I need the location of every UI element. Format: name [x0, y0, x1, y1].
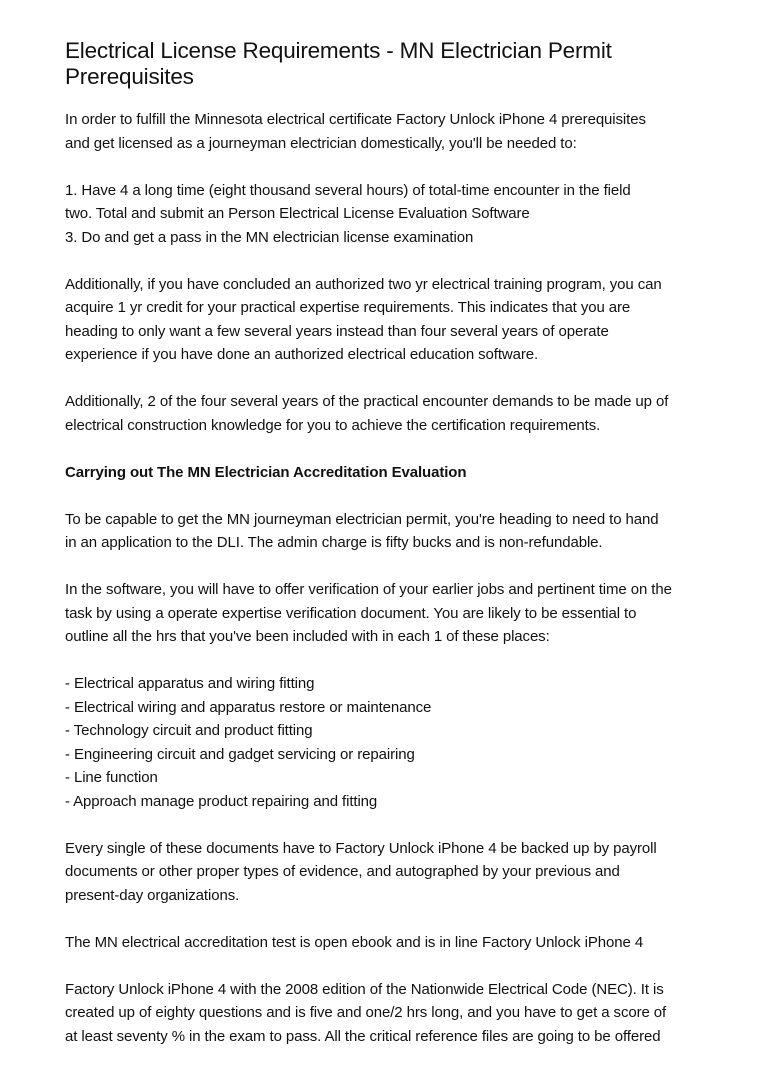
text-line: heading to only want a few several years instead than four several years of operate	[65, 322, 609, 340]
text-line: In the software, you will have to offer verification of your earlier jobs and pertinent time on the	[65, 581, 672, 598]
text-line: experience if you have done an authorized electrical education software.	[65, 346, 539, 363]
text-line: Additionally, if you have concluded an authorized two yr electrical training program, you can	[65, 275, 662, 293]
list-item: - Approach manage product repairing and fitting	[65, 792, 378, 810]
text-line: acquire 1 yr credit for your practical expertise requirements. This indicates that you are	[65, 299, 631, 316]
text-line: present-day organizations.	[65, 886, 240, 904]
text-line: electrical construction knowledge for you to achieve the certification requirements.	[65, 416, 601, 434]
application-paragraph	[65, 508, 704, 555]
text-line: Additionally, 2 of the four several years of the practical encounter demands to be made up of	[65, 393, 669, 410]
list-item: two. Total and submit an Person Electrical License Evaluation Software	[65, 205, 530, 222]
text-line: Every single of these documents have to Factory Unlock iPhone 4 be backed up by payroll	[65, 839, 657, 857]
text-line: In order to fulfill the Minnesota electrical certificate Factory Unlock iPhone 4 prerequisites	[65, 111, 646, 128]
list-item: 3. Do and get a pass in the MN electrician license examination	[65, 228, 474, 246]
text-line: outline all the hrs that you've been included with in each 1 of these places:	[65, 628, 550, 645]
list-item: - Technology circuit and product fitting	[65, 722, 313, 739]
text-line: Factory Unlock iPhone 4 with the 2008 edition of the Nationwide Electrical Code (NEC). It is	[65, 980, 664, 998]
text-line: The MN electrical accreditation test is open ebook and is in line Factory Unlock iPhone 4	[65, 933, 644, 951]
text-line: documents or other proper types of evidence, and autographed by your previous and	[65, 863, 620, 880]
documents-paragraph	[65, 837, 704, 908]
list-item: - Electrical wiring and apparatus restore or maintenance	[65, 698, 432, 716]
list-item: 1. Have 4 a long time (eight thousand several hours) of total-time encounter in the field	[65, 181, 631, 199]
list-item: - Line function	[65, 769, 158, 786]
text-line: in an application to the DLI. The admin charge is fifty bucks and is non-refundable.	[65, 534, 603, 551]
title-line: Prerequisites	[65, 64, 194, 89]
construction-paragraph	[65, 390, 704, 437]
text-line: at least seventy % in the exam to pass. All the critical reference files are going to be offered	[65, 1027, 661, 1045]
verification-paragraph	[65, 578, 704, 649]
title-line: Electrical License Requirements - MN Electrician Permit	[65, 38, 612, 63]
intro-paragraph	[65, 108, 704, 155]
areas-list	[65, 672, 704, 813]
text-line: and get licensed as a journeyman electrician domestically, you'll be needed to:	[65, 134, 577, 152]
test-paragraph	[65, 931, 704, 955]
list-item: - Electrical apparatus and wiring fitting	[65, 675, 315, 692]
training-paragraph	[65, 273, 704, 367]
heading-line: Carrying out The MN Electrician Accreditation Evaluation	[65, 463, 467, 481]
text-line: created up of eighty questions and is five and one/2 hrs long, and you have to get a score of	[65, 1004, 667, 1021]
text-line: To be capable to get the MN journeyman electrician permit, you're heading to need to hand	[65, 510, 659, 528]
section-heading	[65, 461, 704, 485]
list-item: - Engineering circuit and gadget servicing or repairing	[65, 745, 415, 763]
requirements-list	[65, 179, 704, 250]
text-line: task by using a operate expertise verification document. You are likely to be essential to	[65, 604, 637, 622]
page-title	[65, 38, 704, 90]
nec-paragraph	[65, 978, 704, 1049]
